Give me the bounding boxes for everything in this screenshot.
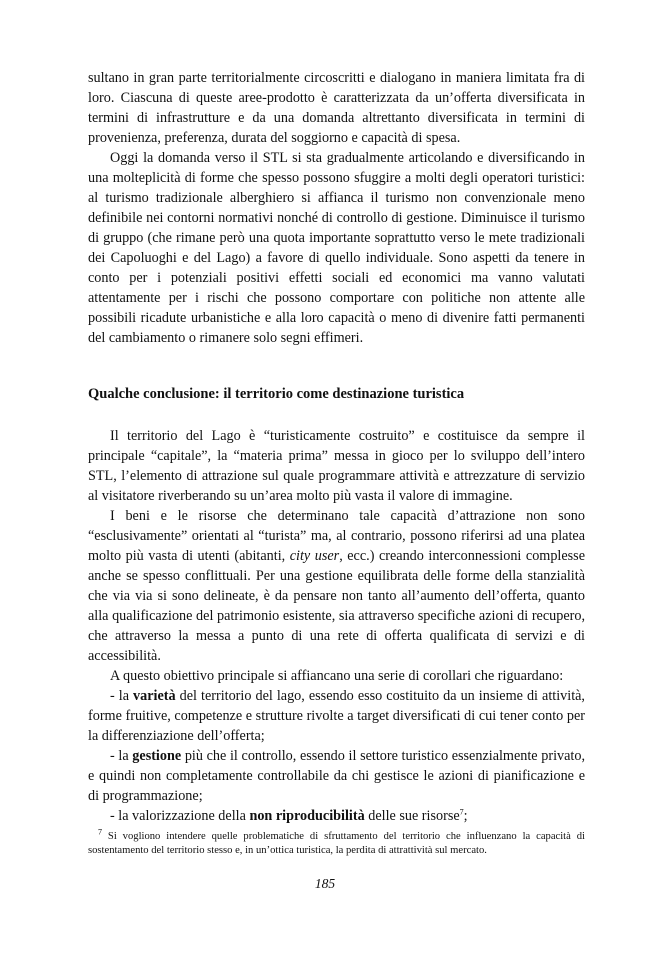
page-number: 185 xyxy=(314,876,336,891)
paragraph-territorio: Il territorio del Lago è “turisticamente costruito” e costituisce da sempre il principale “capitale”, la “materia prima” messa in gioco per lo sviluppo dell’intero STL, l’elemento di attrazione sul quale programmare attività e attrezzature di servizio al visitatore riverberando su un’area molto più vasta il valore di immagine. xyxy=(88,428,585,504)
footnote-number: 7 xyxy=(98,827,102,837)
list-item-gestione: - la gestione più che il controllo, essendo il settore turistico essenzialmente privato, e quindi non completamente controllabile da chi gestisce le azioni di pianificazione e di programmazione; xyxy=(88,748,585,804)
footnote-reference: 7 xyxy=(459,807,464,817)
paragraph-domanda: Oggi la domanda verso il STL si sta gradualmente articolando e diversificando in una molteplicità di forme che spesso possono sfuggire a molti degli operatori turistici: al turismo tradizionale alberghiero si affianca il turismo non convenzionale meno definibile nei contorni normativi nonché di controllo di gestione. Diminuisce il turismo di gruppo (che rimane però una quota importante soprattutto verso le mete tradizionali dei Capoluoghi e del Lago) a favore di quello individuale. Sono aspetti da tenere in conto per i potenziali positivi effetti sociali ed economici ma vanno valutati attentamente per i rischi che possono comportare con politiche non attente alle possibili ricadute urbanistiche e alla loro capacità o meno di divenire fatti permanenti del cambiamento o rimanere solo segni effimeri. xyxy=(88,150,585,346)
paragraph-beni-risorse: I beni e le risorse che determinano tale capacità d’attrazione non sono “esclusivamente” orientati al “turista” ma, al contrario, possono riferirsi ad una platea molto più vasta di utenti (abitanti, city user, ecc.) creando interconnessioni complesse anche se spesso conflittuali. Per una gestione equilibrata delle forme della stanzialità che via via si sono delineate, è da pensare non tanto all’aumento dell’offerta, quanto alla qualificazione del patrimonio esistente, sia attraverso specifiche azioni di recupero, che attraverso la messa a punto di una rete di offerta qualificata di servizi e di accessibilità. xyxy=(88,508,585,664)
footnote: $^7$ Si vogliono intendere quelle problematiche di sfruttamento del territorio che influenzano la capacità di sostentamento del territorio stesso e, in un’ottica turistica, la perdita di attrattività sul mercato. xyxy=(88,827,585,856)
section-heading: Qualche conclusione: il territorio come destinazione turistica xyxy=(88,386,465,402)
list-item-varieta: - la varietà del territorio del lago, essendo esso costituito da un insieme di attività, forme fruitive, competenze e strutture rivolte a target diversificati di cui tener conto per la differenziazione dell’offerta; xyxy=(88,688,585,744)
paragraph-obiettivo: A questo obiettivo principale si affiancano una serie di corollari che riguardano: xyxy=(110,668,564,684)
page-body xyxy=(88,68,585,858)
paragraph-continuation: sultano in gran parte territorialmente circoscritti e dialogano in maniera limitata fra di loro. Ciascuna di queste aree-prodotto è caratterizzata da un’offerta diversificata in termini di infrastrutture e da una domanda altrettanto diversificata in termini di provenienza, preferenza, durata del soggiorno e capacità di spesa. xyxy=(88,70,585,146)
list-item-non-riproducibilita: - la valorizzazione della non riproducibilità delle sue risorse$^7$; xyxy=(110,807,468,824)
